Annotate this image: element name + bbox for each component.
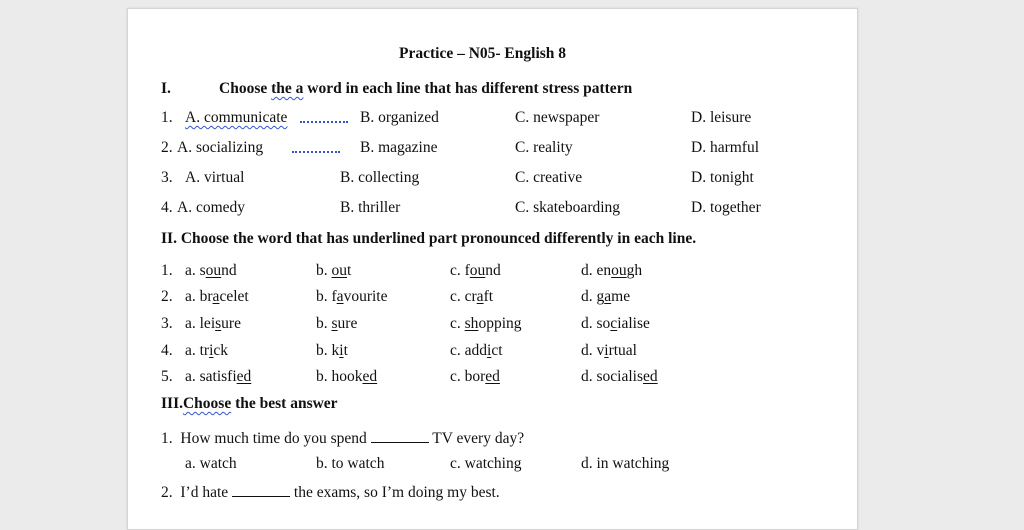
underlined-part: ou [611,262,627,279]
s1-row3-option-b: B. collecting [340,169,420,186]
document-page [127,8,858,530]
underlined-part: c [610,315,618,332]
s1-row4-option-c: C. skateboarding [515,199,621,216]
s1-row3-option-d: D. tonight [691,169,754,186]
question-1: 1. How much time do you spend TV every day? [161,430,525,447]
underlined-part: i [209,342,214,359]
s2-row3-option-a: a. leisure [185,315,241,332]
s1-row4-option-b: B. thriller [340,199,401,216]
s2-row3-option-d: d. socialise [581,315,650,332]
section-1-heading: Choose the a word in each line that has different stress pattern [219,80,633,97]
s2-row4-option-b: b. kit [316,342,348,359]
s2-row5-num: 5. [161,368,173,385]
s2-row1-option-a: a. sound [185,262,237,279]
s2-row2-num: 2. [161,288,173,305]
s1-row2-option-d: D. harmful [691,139,760,156]
s2-row3-option-b: b. sure [316,315,358,332]
spellcheck-underline [292,145,340,153]
s1-row1-num: 1. [161,109,173,126]
s2-row3-option-c: c. shopping [450,315,522,332]
page-title: Practice – N05- English 8 [399,45,567,62]
section-2-heading: II. Choose the word that has underlined part pronounced differently in each line. [161,230,697,247]
s2-row1-option-d: d. enough [581,262,643,279]
underlined-part: i [339,342,344,359]
s1-row2-option-b: B. magazine [360,139,438,156]
spellcheck-underline: Choose [182,395,232,412]
answer-blank [232,482,290,497]
s2-row4-option-d: d. virtual [581,342,637,359]
underlined-part: ed [236,368,252,385]
section-3-heading: III.Choose the best answer [161,395,338,412]
underlined-part: a [336,288,344,305]
s2-row5-option-d: d. socialised [581,368,658,385]
s2-row5-option-c: c. bored [450,368,500,385]
s2-row4-num: 4. [161,342,173,359]
s2-row4-option-a: a. trick [185,342,229,359]
s1-row1-option-b: B. organized [360,109,439,126]
s1-row1-option-d: D. leisure [691,109,752,126]
s1-row4-option-a: A. comedy [177,199,246,216]
s2-row1-option-b: b. out [316,262,352,279]
underlined-part: ed [362,368,378,385]
s1-row3-num: 3. [161,169,173,186]
s1-row2-option-c: C. reality [515,139,573,156]
underlined-part: a [604,288,612,305]
underlined-part: i [604,342,609,359]
s2-row1-option-c: c. found [450,262,501,279]
s1-row1-option-c: C. newspaper [515,109,600,126]
underlined-part: s [331,315,338,332]
underlined-part: i [487,342,492,359]
underlined-part: sh [464,315,479,332]
s2-row5-option-a: a. satisfied [185,368,252,385]
s2-row5-option-b: b. hooked [316,368,378,385]
q1-option-a: a. watch [185,455,237,472]
s2-row2-option-d: d. game [581,288,631,305]
s1-row1-option-a: A. communicate [185,109,288,126]
underlined-part: ou [331,262,347,279]
underlined-part: ou [469,262,486,279]
s1-row4-option-d: D. together [691,199,761,216]
s2-row3-num: 3. [161,315,173,332]
s2-row4-option-c: c. addict [450,342,503,359]
underlined-part: a [476,288,484,305]
s2-row2-option-c: c. craft [450,288,494,305]
underlined-part: ed [485,368,500,385]
q1-option-d: d. in watching [581,455,670,472]
section-1-number: I. [161,80,171,97]
underlined-part: s [215,315,222,332]
s1-row2-num: 2. [161,139,173,156]
underlined-part: ou [205,262,222,279]
underlined-part: ed [643,368,658,385]
q1-option-b: b. to watch [316,455,385,472]
question-2: 2. I’d hate the exams, so I’m doing my best. [161,484,500,501]
answer-blank [371,428,429,443]
underlined-part: a [212,288,220,305]
s2-row2-option-b: b. favourite [316,288,388,305]
s1-row2-option-a: A. socializing [177,139,264,156]
s1-row4-num: 4. [161,199,173,216]
s2-row1-num: 1. [161,262,173,279]
s1-row3-option-a: A. virtual [185,169,245,186]
spellcheck-underline [300,115,348,123]
q1-option-c: c. watching [450,455,522,472]
s1-row3-option-c: C. creative [515,169,583,186]
s2-row2-option-a: a. bracelet [185,288,249,305]
spellcheck-underline: the a [271,80,304,97]
